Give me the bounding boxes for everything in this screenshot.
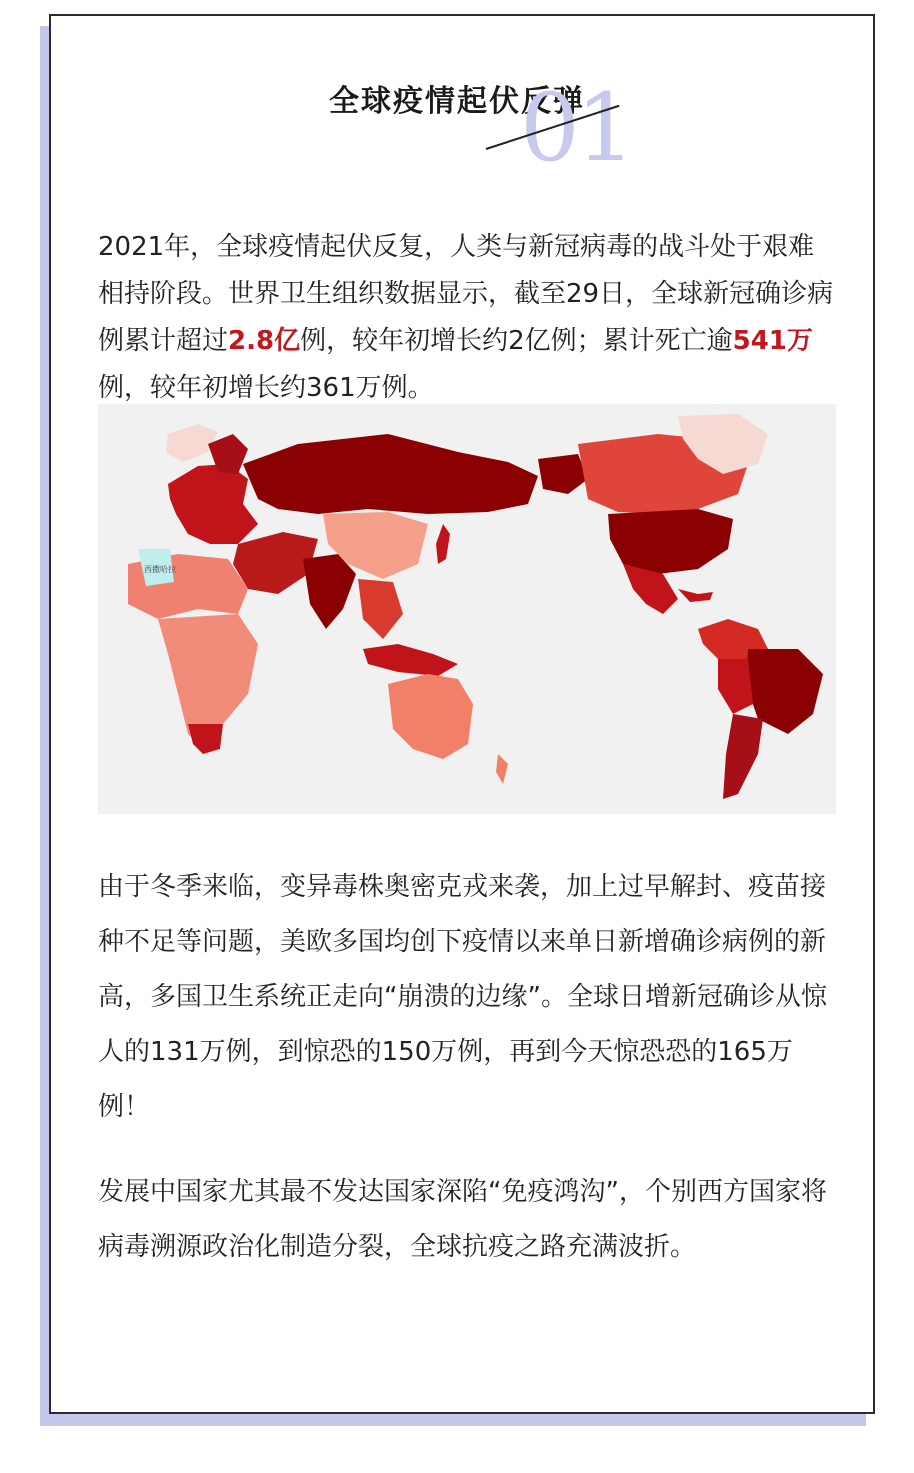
paragraph-1 bbox=[98, 224, 838, 412]
p1-text-3: 例，较年初增长约361万例。 bbox=[98, 373, 434, 403]
region-south-africa bbox=[188, 724, 223, 754]
p1-text-1: 2021年，全球疫情起伏反复，人类与新冠病毒的战斗处于艰难相持阶段。世界卫生组织数据显示，截至29日，全球新冠确诊病例累计超过 bbox=[98, 232, 834, 356]
paragraph-3: 发展中国家尤其最不发达国家深陷“免疫鸿沟”，个别西方国家将病毒溯源政治化制造分裂，全球抗疫之路充满波折。 bbox=[98, 1177, 827, 1262]
highlight-cases: 2.8亿 bbox=[228, 326, 301, 356]
highlight-deaths: 541万 bbox=[732, 326, 813, 356]
region-new-zealand bbox=[496, 754, 508, 784]
region-usa bbox=[608, 509, 733, 574]
region-argentina-chile bbox=[723, 714, 763, 799]
paragraph-2: 由于冬季来临，变异毒株奥密克戎来袭，加上过早解封、疫苗接种不足等问题，美欧多国均创下疫情以来单日新增确诊病例的新高，多国卫生系统正走向“崩溃的边缘”。全球日增新冠确诊从惊人的131万例，到惊恐的150万例，再到今天惊恐恐的165万例！ bbox=[98, 872, 827, 1122]
region-japan bbox=[436, 524, 450, 564]
section-number: 01 bbox=[520, 74, 632, 183]
region-australia bbox=[388, 674, 473, 759]
region-russia bbox=[243, 434, 538, 514]
region-peru-bolivia bbox=[718, 659, 753, 714]
map-label: 西撒哈拉 bbox=[144, 565, 176, 574]
region-indonesia bbox=[363, 644, 458, 676]
section-title: 全球疫情起伏反弹 bbox=[329, 84, 585, 119]
map-svg bbox=[98, 404, 836, 814]
world-covid-map bbox=[98, 404, 836, 814]
region-europe bbox=[168, 464, 258, 544]
region-alaska bbox=[538, 454, 588, 494]
region-greenland-west bbox=[166, 424, 218, 462]
region-se-asia bbox=[358, 579, 403, 639]
region-india bbox=[303, 554, 356, 629]
p1-text-2: 例，较年初增长约2亿例；累计死亡逾 bbox=[300, 326, 733, 356]
region-caribbean bbox=[678, 589, 713, 602]
